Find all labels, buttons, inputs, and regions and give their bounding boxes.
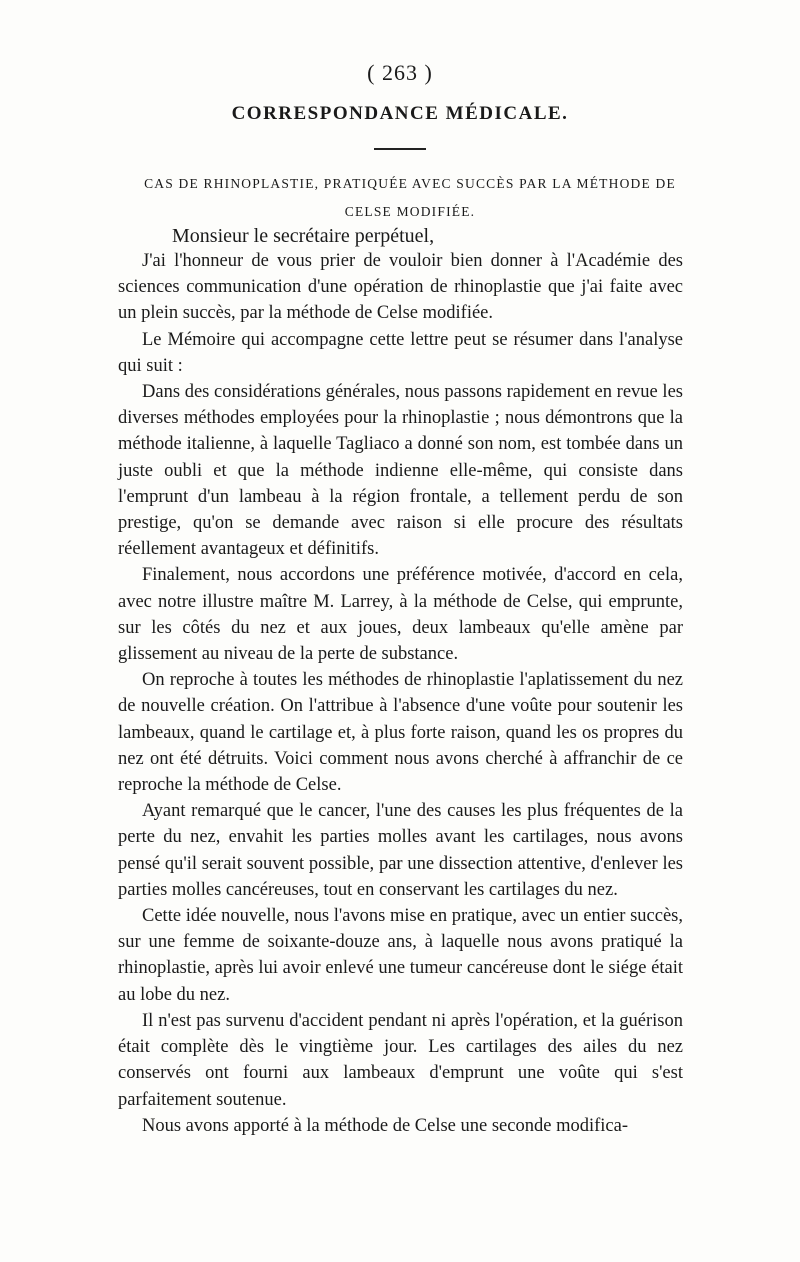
paragraph-9: Nous avons apporté à la méthode de Celse une seconde modifica-	[142, 1115, 628, 1136]
letter-body	[118, 248, 683, 1139]
paragraph-8: Il n'est pas survenu d'accident pendant ni après l'opération, et la guérison était complète dès le vingtième jour. Les cartilages des ailes du nez conservés ont fourni aux lambeaux d'emprunt une voûte qui s'est parfaitement soutenue.	[118, 1010, 683, 1110]
section-title: CORRESPONDANCE MÉDICALE.	[231, 103, 569, 124]
paragraph-4: Finalement, nous accordons une préférence motivée, d'accord en cela, avec notre illustre maître M. Larrey, à la méthode de Celse, qui emprunte, sur les côtés du nez et aux joues, deux lambeaux qu'elle amène par glissement au niveau de la perte de substance.	[118, 565, 683, 665]
page-number: ( 263 )	[367, 60, 433, 85]
paragraph-5: On reproche à toutes les méthodes de rhinoplastie l'aplatissement du nez de nouvelle création. On l'attribue à l'absence d'une voûte pour soutenir les lambeaux, quand le cartilage et, à plus forte raison, quand les os propres du nez ont été détruits. Voici comment nous avons cherché à affranchir de ce reproche la méthode de Celse.	[118, 670, 683, 796]
letter-salutation: Monsieur le secrétaire perpétuel,	[172, 225, 435, 247]
paragraph-6: Ayant remarqué que le cancer, l'une des causes les plus fréquentes de la perte du nez, envahit les parties molles avant les cartilages, nous avons pensé qu'il serait souvent possible, par une dissection attentive, d'enlever les parties molles cancéreuses, tout en conservant les cartilages du nez.	[118, 801, 683, 900]
article-title: CAS DE RHINOPLASTIE, PRATIQUÉE AVEC SUCCÈS PAR LA MÉTHODE DE CELSE MODIFIÉE.	[144, 176, 676, 219]
paragraph-7: Cette idée nouvelle, nous l'avons mise en pratique, avec un entier succès, sur une femme de soixante-douze ans, à laquelle nous avons pratiqué la rhinoplastie, après lui avoir enlevé une tumeur cancéreuse dont le siége était au lobe du nez.	[118, 906, 683, 1005]
title-rule	[374, 148, 426, 150]
paragraph-1: J'ai l'honneur de vous prier de vouloir bien donner à l'Académie des sciences communication d'une opération de rhinoplastie que j'ai faite avec un plein succès, par la méthode de Celse modifiée.	[118, 251, 683, 324]
paragraph-3: Dans des considérations générales, nous passons rapidement en revue les diverses méthodes employées pour la rhinoplastie ; nous démontrons que la méthode italienne, à laquelle Tagliaco a donné son nom, est tombée dans un juste oubli et que la méthode indienne elle-même, qui consiste dans l'emprunt d'un lambeau à la région frontale, a tellement perdu de son prestige, qu'on se demande avec raison si elle procure des résultats réellement avantageux et définitifs.	[118, 382, 683, 560]
paragraph-2: Le Mémoire qui accompagne cette lettre peut se résumer dans l'analyse qui suit :	[118, 329, 683, 376]
